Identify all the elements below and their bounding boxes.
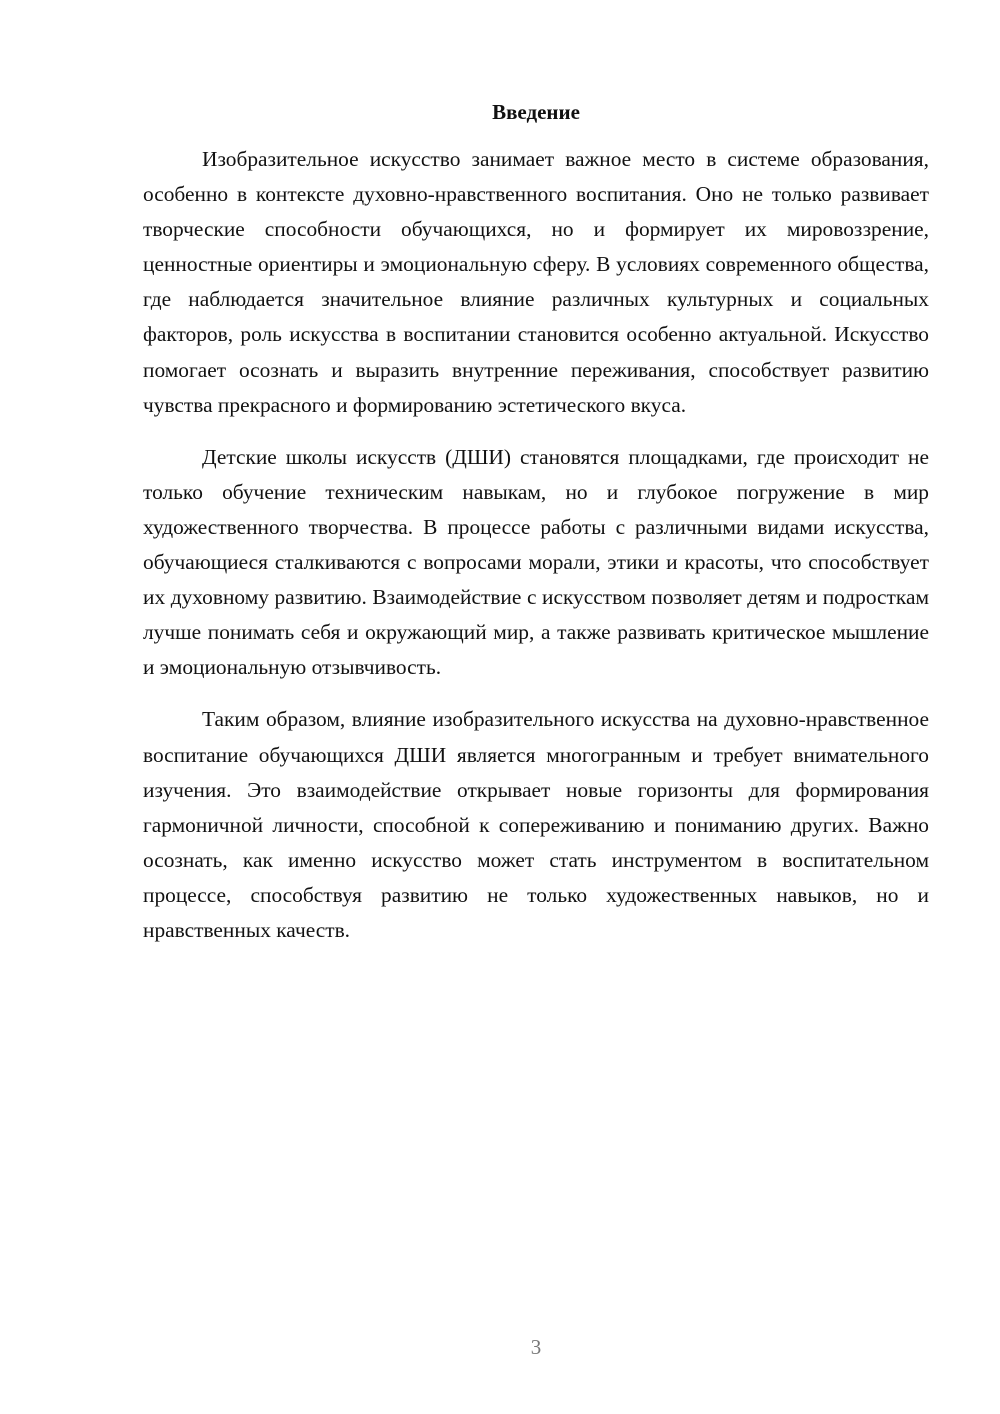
paragraph-2: Детские школы искусств (ДШИ) становятся площадками, где происходит не только обучение техническим навыкам, но и глубокое погружение в мир художественного творчества. В процессе работы с различными видами искусства, обучающиеся сталкиваются с вопросами морали, этики и красоты, что способствует их духовному развитию. Взаимодействие с искусством позволяет детям и подросткам лучше понимать себя и окружающий мир, а также развивать критическое мышление и эмоциональную отзывчивость. xyxy=(143,444,929,680)
section-title: Введение xyxy=(492,100,580,124)
paragraph-1: Изобразительное искусство занимает важное место в системе образования, особенно в контексте духовно-нравственного воспитания. Оно не только развивает творческие способности обучающихся, но и формирует их мировоззрение, ценностные ориентиры и эмоциональную сферу. В условиях современного общества, где наблюдается значительное влияние различных культурных и социальных факторов, роль искусства в воспитании становится особенно актуальной. Искусство помогает осознать и выразить внутренние переживания, способствует развитию чувства прекрасного и формированию эстетического вкуса. xyxy=(143,147,929,417)
page-number: 3 xyxy=(530,1335,542,1359)
body-text xyxy=(143,142,929,948)
paragraph-3: Таким образом, влияние изобразительного искусства на духовно-нравственное воспитание обучающихся ДШИ является многогранным и требует внимательного изучения. Это взаимодействие открывает новые горизонты для формирования гармоничной личности, способной к сопереживанию и пониманию других. Важно осознать, как именно искусство может стать инструментом в воспитательном процессе, способствуя развитию не только художественных навыков, но и нравственных качеств. xyxy=(143,707,929,942)
